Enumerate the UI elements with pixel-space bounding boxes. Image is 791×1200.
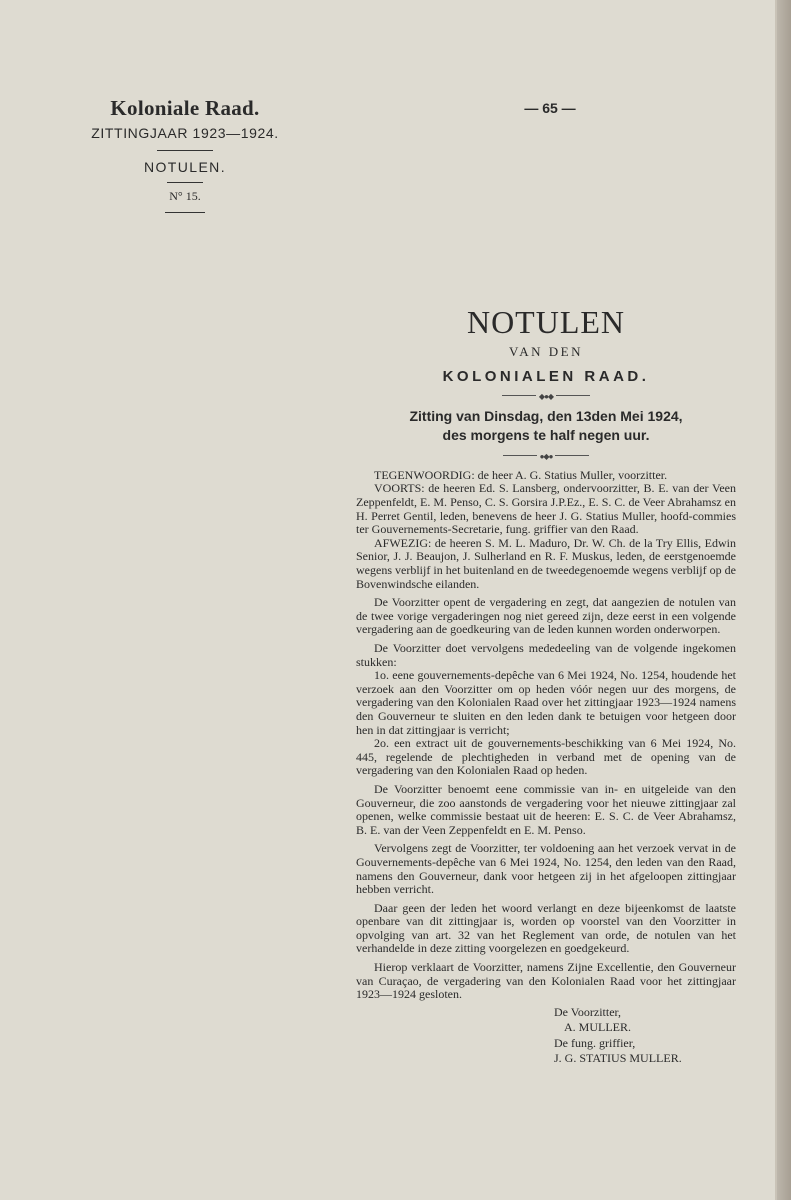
paragraph-approval: Daar geen der leden het woord verlangt en deze bijeenkomst de laatste openbare van dit zittingjaar is, worden op voorstel van den Voorzitter in opvolging van art. 32 van het Reglement van orde, de notulen van het verhandelde in deze zitting voorgelezen en goedgekeurd. — [356, 900, 736, 956]
header-divider — [157, 150, 213, 151]
paragraph-committee: De Voorzitter benoemt eene commissie van in- en uitgeleide van den Gouverneur, die zoo aanstonds de vergadering voor het nieuwe zittingjaar zal openen, welke commissie bestaat uit de heeren: E. S. C. de Veer Abrahamsz, B. E. van der Veen Zeppenfeldt en E. M. Penso. — [356, 781, 736, 837]
signature-clerk-title: De fung. griffier, — [554, 1035, 636, 1050]
paragraph-absent: AFWEZIG: de heeren S. M. L. Maduro, Dr. W. Ch. de la Try Ellis, Edwin Senior, J. J. Beaujon, J. Sulherland en R. F. Muskus, leden, de eerstgenoemde wegens verblijf in het buitenland en de tweedegenoemde wegens verblijf op de Bovenwindsche eilanden. — [356, 535, 736, 591]
session-year: ZITTINGJAAR 1923—1924. — [91, 125, 279, 141]
signature-chair-title: De Voorzitter, — [554, 1004, 622, 1019]
document-content — [356, 302, 736, 1067]
signature-block — [554, 1005, 736, 1067]
paragraph-also-present: VOORTS: de heeren Ed. S. Lansberg, ondervoorzitter, B. E. van der Veen Zeppenfeldt, E. M. Penso, C. S. Gorsira J.P.Ez., E. S. C. de Veer Abrahamsz en H. Perret Gentil, leden, benevens de heer J. G. Statius Muller, hoofd-commies ter Gouvernements-Secretarie, fung. griffier van den Raad. — [356, 481, 736, 537]
page-number: — 65 — — [524, 100, 576, 116]
paragraph-closing: Hierop verklaart de Voorzitter, namens Zijne Excellentie, den Gouverneur van Curaçao, de vergadering van den Kolonialen Raad voor het zittingjaar 1923—1924 gesloten. — [356, 960, 736, 1002]
session-date: Zitting van Dinsdag, den 13den Mei 1924, — [409, 407, 683, 424]
minutes-body — [356, 469, 736, 1002]
paragraph-present: TEGENWOORDIG: de heer A. G. Statius Muller, voorzitter. — [374, 467, 668, 482]
paragraph-announcement: De Voorzitter doet vervolgens mededeeling van de volgende ingekomen stukken: — [356, 641, 736, 669]
title-council: KOLONIALEN RAAD. — [442, 368, 650, 385]
title-subline: VAN DEN — [509, 344, 583, 359]
paragraph-item-1: 1o. eene gouvernements-depêche van 6 Mei 1924, No. 1254, houdende het verzoek aan den Voorzitter om op heden vóór negen uur des morgens, de vergadering van den Kolonialen Raad over het zittingjaar 1923—1924 namens den Gouverneur te sluiten en den leden dank te betuigen voor hetgeen door hen in dat zittingjaar is verricht; — [356, 668, 736, 737]
paragraph-opening: De Voorzitter opent de vergadering en zegt, dat aangezien de notulen van de twee vorige vergaderingen nog niet gereed zijn, deze eerst in een volgende vergadering aan de goedkeuring van de leden kunnen worden onderworpen. — [356, 595, 736, 637]
header-left — [90, 96, 280, 213]
session-time: des morgens te half negen uur. — [442, 426, 650, 443]
issue-number: N° 15. — [169, 189, 201, 203]
header-divider-2 — [167, 182, 203, 183]
ornament-divider: ◆●◆ — [356, 390, 736, 401]
document-title: NOTULEN — [466, 304, 626, 340]
header-divider-3 — [165, 212, 205, 213]
notulen-label: NOTULEN. — [144, 159, 226, 175]
session-heading — [356, 407, 736, 445]
book-binding-edge — [777, 0, 791, 1200]
signature-clerk-name: J. G. STATIUS MULLER. — [554, 1051, 682, 1066]
council-name: Koloniale Raad. — [110, 96, 260, 120]
ornament-divider-2: ●◆● — [356, 450, 736, 461]
signature-chair-name: A. MULLER. — [564, 1020, 631, 1035]
paragraph-thanks: Vervolgens zegt de Voorzitter, ter voldoening aan het verzoek vervat in de Gouvernements-depêche van 6 Mei 1924, No. 1254, den leden van den Raad, namens den Gouverneur, dank voor hetgeen zij in het afgeloopen zittingjaar hebben verricht. — [356, 841, 736, 897]
paragraph-item-2: 2o. een extract uit de gouvernements-beschikking van 6 Mei 1924, No. 445, regelende de plechtigheden in verband met de opening van de vergadering van den Kolonialen Raad op heden. — [356, 736, 736, 778]
